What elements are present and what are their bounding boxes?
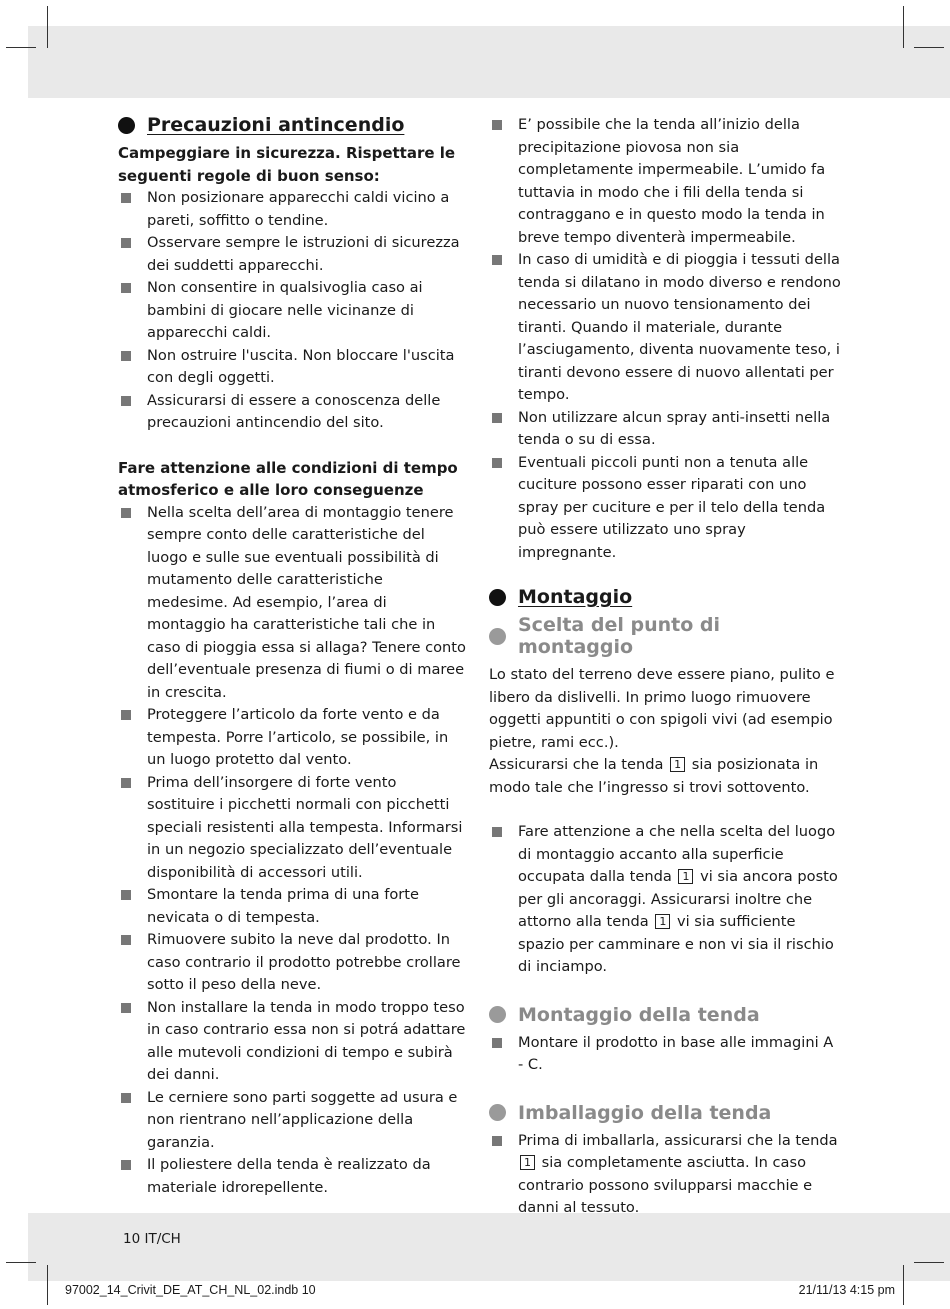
list-item: Non utilizzare alcun spray anti-insetti nella tenda o su di essa. — [489, 407, 841, 452]
list-item: Non installare la tenda in modo troppo teso in caso contrario essa non si potrá adattare alle mutevoli condizioni di tempo e subirà dei danni. — [118, 997, 466, 1087]
square-bullet-icon — [121, 193, 131, 203]
figure-ref: 1 — [670, 757, 685, 772]
square-bullet-icon — [121, 283, 131, 293]
square-bullet-icon — [492, 458, 502, 468]
crop-mark — [47, 6, 48, 48]
list-item: Non posizionare apparecchi caldi vicino a pareti, soffitto o tendine. — [118, 187, 466, 232]
list-item: Il poliestere della tenda è realizzato da materiale idrorepellente. — [118, 1154, 466, 1199]
figure-ref: 1 — [678, 869, 693, 884]
square-bullet-icon — [492, 1136, 502, 1146]
square-bullet-icon — [121, 351, 131, 361]
square-bullet-icon — [492, 413, 502, 423]
list-item: In caso di umidità e di pioggia i tessuti della tenda si dilatano in modo diverso e rendono necessario un nuovo tensionamento dei tiranti. Quando il materiale, durante l’asciugamento, diventa nuovamente teso, i tiranti devono essere di nuovo allentati per tempo. — [489, 249, 841, 407]
crop-mark — [903, 6, 904, 48]
grey-dot-icon — [489, 1006, 506, 1023]
list-item: Nella scelta dell’area di montaggio tenere sempre conto delle caratteristiche del luogo e sulle sue eventuali possibilità di mutamento delle caratteristiche medesime. Ad esempio, l’area di montaggio ha caratteristiche tali che in caso di pioggia essa si allaga? Tenere conto dell’eventuale presenza di fiumi o di maree in crescita. — [118, 502, 466, 705]
figure-ref: 1 — [655, 914, 670, 929]
list-item: Prima dell’insorgere di forte vento sostituire i picchetti normali con picchetti speciali resistenti alla tempesta. Informarsi in un negozio specializzato dell’eventuale disponibilità di accessori utili. — [118, 772, 466, 885]
square-bullet-icon — [121, 396, 131, 406]
footer-band — [28, 1213, 950, 1281]
subsection-heading: Imballaggio della tenda — [489, 1102, 841, 1124]
left-column — [118, 114, 466, 1199]
square-bullet-icon — [492, 255, 502, 265]
square-bullet-icon — [492, 827, 502, 837]
subsection-heading: Scelta del punto di montaggio — [489, 614, 841, 658]
subheading: Fare attenzione alle condizioni di tempo atmosferico e alle loro conseguenze — [118, 458, 458, 499]
bullet-dot-icon — [489, 589, 506, 606]
list-item: Non consentire in qualsivoglia caso ai bambini di giocare nelle vicinanze di apparecchi caldi. — [118, 277, 466, 345]
bullet-dot-icon — [118, 117, 135, 134]
square-bullet-icon — [121, 238, 131, 248]
print-file-info: 97002_14_Crivit_DE_AT_CH_NL_02.indb 10 — [65, 1283, 316, 1297]
heading-text: Montaggio — [518, 586, 633, 608]
square-bullet-icon — [492, 120, 502, 130]
setup-list — [489, 1032, 841, 1077]
paragraph: Assicurarsi che la tenda 1 sia posizionata in modo tale che l’ingresso si trovi sottovento. — [489, 756, 819, 796]
tent-care-list — [489, 114, 841, 564]
list-item: Osservare sempre le istruzioni di sicurezza dei suddetti apparecchi. — [118, 232, 466, 277]
subheading: Campeggiare in sicurezza. Rispettare le seguenti regole di buon senso: — [118, 144, 456, 185]
paragraph: Lo stato del terreno deve essere piano, pulito e libero da dislivelli. In primo luogo rimuovere oggetti appuntiti o con spigoli vivi (ad esempio pietre, rami ecc.). — [489, 666, 835, 751]
page-number: 10 IT/CH — [123, 1231, 181, 1247]
grey-dot-icon — [489, 1104, 506, 1121]
crop-mark — [903, 1265, 904, 1305]
square-bullet-icon — [121, 508, 131, 518]
figure-ref: 1 — [520, 1155, 535, 1170]
square-bullet-icon — [121, 1003, 131, 1013]
crop-mark — [47, 1265, 48, 1305]
list-item: Prima di imballarla, assicurarsi che la tenda 1 sia completamente asciutta. In caso contrario possono svilupparsi macchie e danni al tessuto. — [489, 1130, 841, 1220]
crop-mark — [6, 47, 36, 48]
list-item: Montare il prodotto in base alle immagini A - C. — [489, 1032, 841, 1077]
weather-list — [118, 502, 466, 1200]
safety-list — [118, 187, 466, 435]
header-band — [28, 26, 950, 98]
list-item: Proteggere l’articolo da forte vento e da tempesta. Porre l’articolo, se possibile, in un luogo protetto dal vento. — [118, 704, 466, 772]
list-item: E’ possibile che la tenda all’inizio della precipitazione piovosa non sia completamente impermeabile. L’umido fa tuttavia in modo che i fili della tenda si contraggano e in questo modo la tenda in breve tempo diventerà impermeabile. — [489, 114, 841, 249]
list-item: Fare attenzione a che nella scelta del luogo di montaggio accanto alla superficie occupata dalla tenda 1 vi sia ancora posto per gli ancoraggi. Assicurarsi inoltre che attorno alla tenda 1 vi sia sufficiente spazio per camminare e non vi sia il rischio di inciampo. — [489, 821, 841, 979]
crop-mark — [6, 1262, 36, 1263]
print-date: 21/11/13 4:15 pm — [798, 1283, 895, 1297]
subsection-heading: Montaggio della tenda — [489, 1004, 841, 1026]
square-bullet-icon — [121, 1160, 131, 1170]
list-item: Eventuali piccoli punti non a tenuta alle cuciture possono esser riparati con uno spray per cuciture e per il telo della tenda può essere utilizzato uno spray impregnante. — [489, 452, 841, 565]
grey-dot-icon — [489, 628, 506, 645]
list-item: Smontare la tenda prima di una forte nevicata o di tempesta. — [118, 884, 466, 929]
section-heading — [118, 114, 466, 136]
square-bullet-icon — [121, 935, 131, 945]
list-item: Non ostruire l'uscita. Non bloccare l'uscita con degli oggetti. — [118, 345, 466, 390]
crop-mark — [914, 47, 944, 48]
square-bullet-icon — [121, 890, 131, 900]
square-bullet-icon — [121, 778, 131, 788]
section-heading — [489, 586, 841, 608]
square-bullet-icon — [121, 1093, 131, 1103]
site-list — [489, 821, 841, 979]
square-bullet-icon — [492, 1038, 502, 1048]
list-item: Le cerniere sono parti soggette ad usura e non rientrano nell’applicazione della garanzia. — [118, 1087, 466, 1155]
list-item: Rimuovere subito la neve dal prodotto. In caso contrario il prodotto potrebbe crollare sotto il peso della neve. — [118, 929, 466, 997]
list-item: Assicurarsi di essere a conoscenza delle precauzioni antincendio del sito. — [118, 390, 466, 435]
crop-mark — [914, 1262, 944, 1263]
heading-text: Precauzioni antincendio — [147, 114, 405, 136]
packing-list — [489, 1130, 841, 1220]
right-column — [489, 114, 841, 1220]
square-bullet-icon — [121, 710, 131, 720]
